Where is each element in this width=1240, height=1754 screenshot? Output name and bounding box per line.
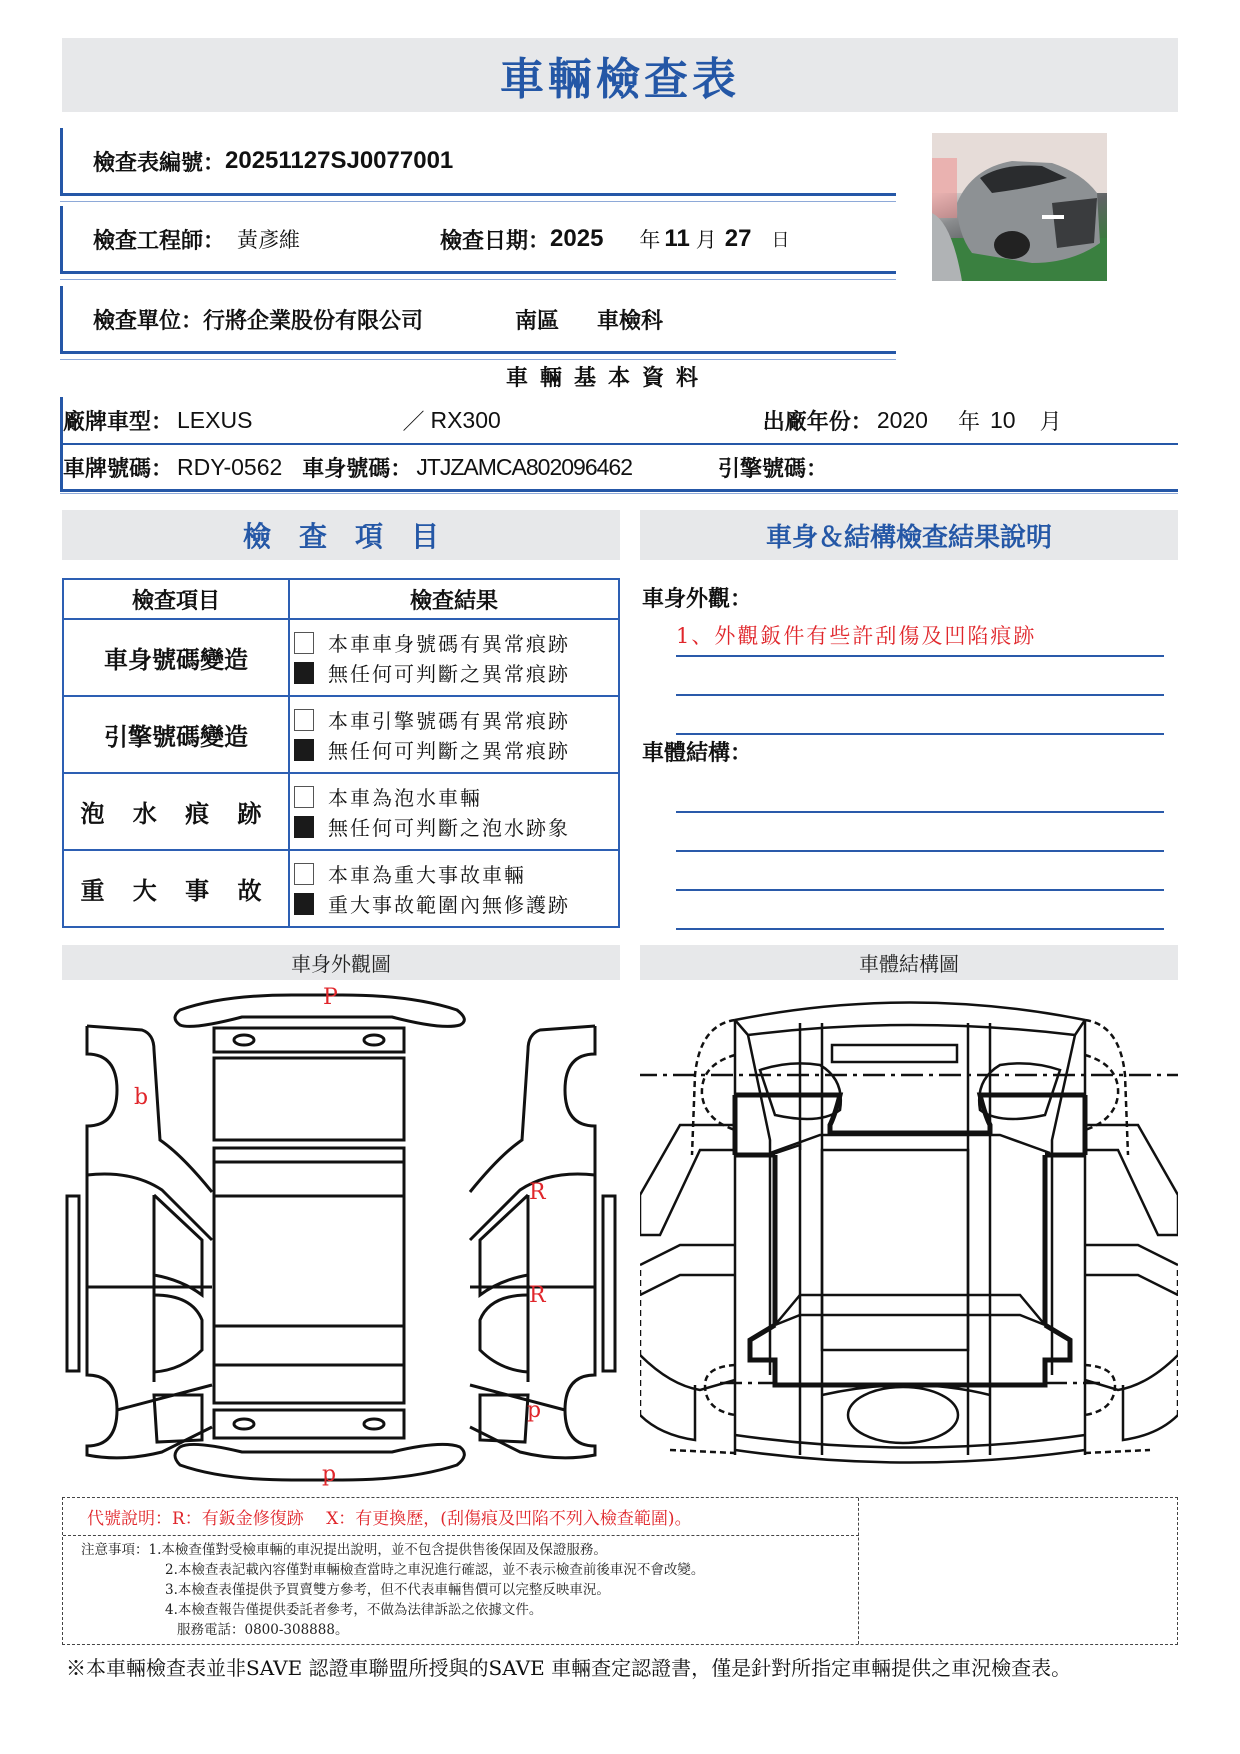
page-title-bar: [62, 38, 1178, 112]
brand-row: [60, 397, 1178, 443]
legend-box: [62, 1497, 1178, 1645]
option-text: 無任何可判斷之泡水跡象: [328, 816, 570, 840]
checkbox-unchecked[interactable]: [294, 632, 314, 654]
checkbox-unchecked[interactable]: [294, 863, 314, 885]
code-legend: 代號說明：R：有鈑金修復跡 X：有更換歷，(刮傷痕及凹陷不列入檢查範圍)。: [63, 1498, 859, 1536]
structure-label: 車體結構：: [642, 740, 753, 766]
footer-disclaimer: ※本車輛檢查表並非SAVE 認證車聯盟所授與的SAVE 車輛查定認證書，僅是針對所指定車輛提供之車況檢查表。: [66, 1656, 1072, 1680]
option-text: 無任何可判斷之異常痕跡: [328, 739, 570, 763]
damage-mark-front-bumper: P: [323, 985, 338, 1010]
damage-mark-left-fender: b: [134, 1085, 149, 1110]
structure-line-3: [676, 889, 1164, 891]
exterior-diagram-title: 車身外觀圖: [291, 952, 391, 976]
plate-label: 車牌號碼：: [63, 455, 174, 482]
engineer-name: 黃彥維: [237, 228, 301, 252]
results-section-title: 車身＆結構檢查結果說明: [765, 522, 1052, 553]
option-text: 本車引擎號碼有異常痕跡: [328, 709, 570, 733]
col-header-item: 檢查項目: [63, 579, 289, 619]
option-text: 本車車身號碼有異常痕跡: [328, 632, 570, 656]
page-title: 車輛檢查表: [500, 54, 740, 105]
service-phone: 服務電話：0800-308888。: [177, 1622, 349, 1638]
item-engine-tamper: 引擎號碼變造: [63, 696, 289, 773]
plate-row: [60, 444, 1178, 490]
region: 南區: [515, 308, 560, 334]
mfg-year-unit: 年: [957, 409, 980, 435]
table-row: [63, 773, 619, 850]
exterior-label: 車身外觀：: [642, 586, 753, 612]
mfg-label: 出廠年份：: [762, 408, 873, 435]
col-header-result: 檢查結果: [289, 579, 619, 619]
item-major-accident: 重 大 事 故: [63, 850, 289, 927]
date-year-unit: 年: [639, 228, 661, 252]
plate-value: RDY-0562: [177, 453, 283, 480]
structure-line-2: [676, 850, 1164, 852]
date-month: 11: [664, 225, 690, 252]
model-value: RX300: [430, 406, 501, 433]
notes-label: 注意事項：: [81, 1542, 149, 1558]
legend-inner: [63, 1498, 859, 1644]
option-text: 無任何可判斷之異常痕跡: [328, 662, 570, 686]
date-month-unit: 月: [695, 228, 717, 252]
unit-name: 行將企業股份有限公司: [203, 308, 424, 334]
inspection-table: [62, 578, 620, 928]
date-day: 27: [724, 225, 752, 252]
inspection-section-title: 檢 查 項 目: [242, 520, 439, 553]
note-3: 3.本檢查表僅提供予買賣雙方參考，但不代表車輛售價可以完整反映車況。: [165, 1582, 610, 1598]
item-vin-tamper: 車身號碼變造: [63, 619, 289, 696]
mfg-year: 2020: [876, 406, 928, 433]
damage-mark-rear-bumper: p: [322, 1462, 337, 1487]
date-day-unit: 日: [771, 230, 790, 251]
exterior-line-1: [676, 655, 1164, 657]
option-text: 重大事故範圍內無修護跡: [328, 893, 570, 917]
brand-value: LEXUS: [177, 406, 253, 433]
structure-diagram-header: [640, 945, 1178, 980]
engine-label: 引擎號碼：: [718, 455, 829, 482]
structure-line-1: [676, 811, 1164, 813]
table-row: [63, 696, 619, 773]
inspection-section-header: [62, 510, 620, 560]
exterior-line-2: [676, 694, 1164, 696]
damage-mark-right-rear-door: R: [529, 1283, 546, 1308]
note-4: 4.本檢查報告僅提供委託者參考，不做為法律訴訟之依據文件。: [165, 1602, 543, 1618]
vin-value: JTJZAMCA802096462: [416, 453, 632, 480]
basic-info-title: 車輛基本資料: [506, 365, 711, 391]
checkbox-unchecked[interactable]: [294, 709, 314, 731]
vehicle-photo: [932, 133, 1107, 281]
basic-bottom-rule: [60, 489, 1178, 494]
brand-label: 廠牌車型：: [63, 408, 174, 435]
table-row: [63, 619, 619, 696]
structure-diagram: [640, 995, 1178, 1485]
damage-mark-right-rear-quarter: p: [527, 1398, 542, 1423]
vin-label: 車身號碼：: [302, 455, 413, 482]
option-text: 本車為重大事故車輛: [328, 863, 526, 887]
item-flood: 泡 水 痕 跡: [63, 773, 289, 850]
exterior-diagram-header: [62, 945, 620, 980]
sheet-number-label: 檢查表編號：: [93, 150, 226, 176]
unit-label: 檢查單位：: [93, 308, 204, 334]
sheet-number-row: [60, 128, 896, 194]
structure-diagram-title: 車體結構圖: [859, 952, 959, 976]
mfg-month-unit: 月: [1039, 409, 1062, 435]
note-1: 1.本檢查僅對受檢車輛的車況提出說明，並不包含提供售後保固及保證服務。: [148, 1542, 607, 1558]
unit-row: [60, 286, 896, 352]
structure-line-4: [676, 928, 1164, 930]
option-text: 本車為泡水車輛: [328, 786, 482, 810]
table-row: [63, 850, 619, 927]
notes-block: [81, 1540, 704, 1640]
exterior-line-3: [676, 733, 1164, 735]
engineer-date-row: [60, 206, 896, 272]
sheet-number: 20251127SJ0077001: [225, 147, 454, 174]
checkbox-unchecked[interactable]: [294, 786, 314, 808]
brand-model-slash: ／: [402, 409, 425, 435]
checkbox-checked[interactable]: [294, 893, 314, 915]
mfg-month: 10: [990, 406, 1016, 433]
date-year: 2025: [550, 225, 604, 252]
note-2: 2.本檢查表記載內容僅對車輛檢查當時之車況進行確認，並不表示檢查前後車況不會改變。: [165, 1562, 705, 1578]
engineer-label: 檢查工程師：: [93, 228, 226, 254]
checkbox-checked[interactable]: [294, 816, 314, 838]
results-section-header: [640, 510, 1178, 560]
checkbox-checked[interactable]: [294, 739, 314, 761]
exterior-note-1: 1、外觀鈑件有些許刮傷及凹陷痕跡: [676, 624, 1037, 648]
damage-mark-right-front-door: R: [529, 1180, 546, 1205]
department: 車檢科: [597, 308, 664, 334]
checkbox-checked[interactable]: [294, 662, 314, 684]
date-label: 檢查日期：: [440, 228, 551, 254]
